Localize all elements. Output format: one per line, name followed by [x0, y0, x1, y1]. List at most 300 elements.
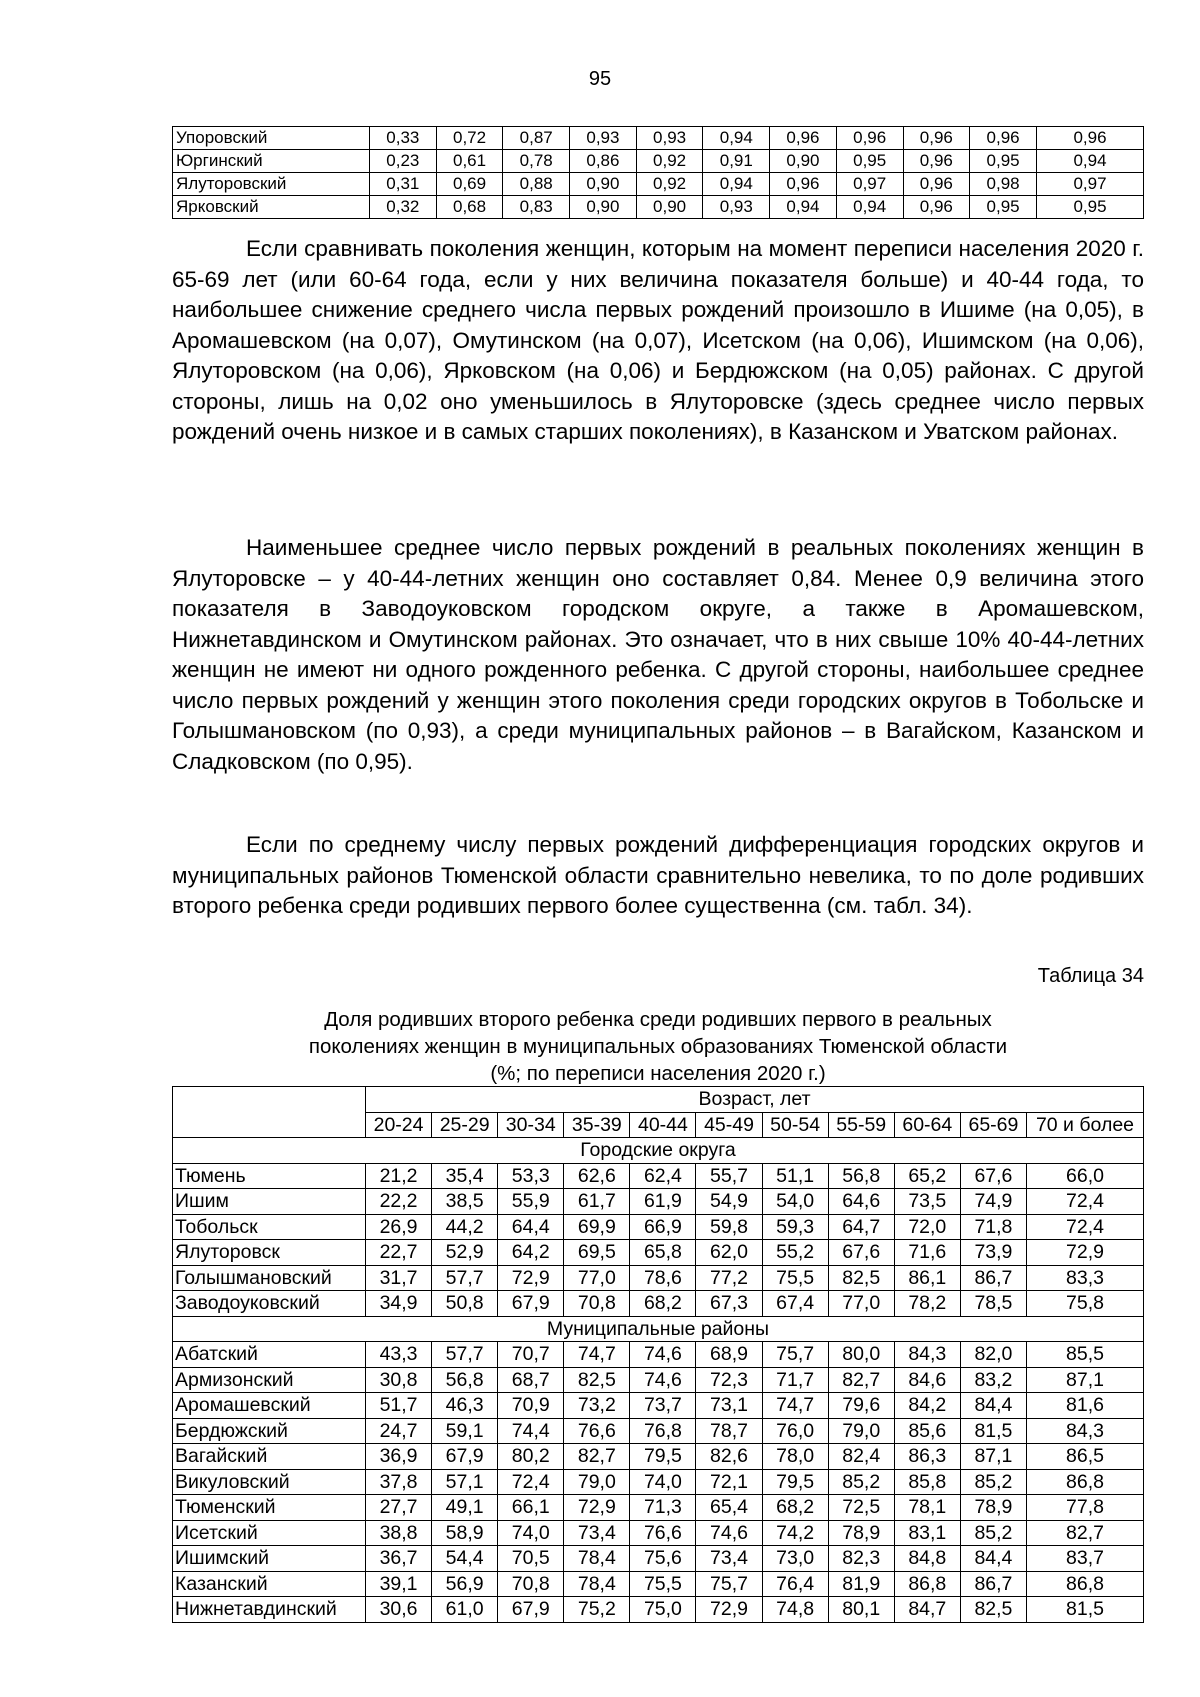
- age-group-header: 65-69: [960, 1112, 1026, 1138]
- value-cell: 82,5: [828, 1265, 894, 1291]
- value-cell: 53,3: [498, 1163, 564, 1189]
- value-cell: 59,1: [432, 1418, 498, 1444]
- age-group-header: 25-29: [432, 1112, 498, 1138]
- value-cell: 0,96: [903, 150, 970, 173]
- row-name: Ярковский: [173, 196, 370, 219]
- paragraph-3: [172, 830, 1144, 922]
- value-cell: 75,0: [630, 1597, 696, 1623]
- value-cell: 77,0: [564, 1265, 630, 1291]
- table-row: [173, 1265, 1144, 1291]
- value-cell: 67,9: [432, 1444, 498, 1470]
- value-cell: 52,9: [432, 1240, 498, 1266]
- value-cell: 75,5: [630, 1571, 696, 1597]
- value-cell: 30,8: [366, 1367, 432, 1393]
- value-cell: 0,61: [436, 150, 503, 173]
- value-cell: 70,9: [498, 1393, 564, 1419]
- value-cell: 74,7: [564, 1342, 630, 1368]
- value-cell: 62,0: [696, 1240, 762, 1266]
- value-cell: 74,0: [498, 1520, 564, 1546]
- value-cell: 0,95: [1037, 196, 1144, 219]
- table-row: [173, 1393, 1144, 1419]
- value-cell: 69,5: [564, 1240, 630, 1266]
- value-cell: 0,95: [970, 150, 1037, 173]
- corner-cell: [173, 1087, 366, 1138]
- value-cell: 85,2: [960, 1520, 1026, 1546]
- value-cell: 0,94: [703, 127, 770, 150]
- value-cell: 0,78: [503, 150, 570, 173]
- value-cell: 84,7: [894, 1597, 960, 1623]
- row-name: Ялуторовский: [173, 173, 370, 196]
- value-cell: 83,7: [1027, 1546, 1144, 1572]
- age-group-header: 40-44: [630, 1112, 696, 1138]
- value-cell: 0,95: [970, 196, 1037, 219]
- value-cell: 0,93: [636, 127, 703, 150]
- value-cell: 74,8: [762, 1597, 828, 1623]
- row-name: Ишимский: [173, 1546, 366, 1572]
- value-cell: 86,3: [894, 1444, 960, 1470]
- value-cell: 78,1: [894, 1495, 960, 1521]
- value-cell: 0,86: [570, 150, 637, 173]
- value-cell: 22,2: [366, 1189, 432, 1215]
- value-cell: 82,6: [696, 1444, 762, 1470]
- value-cell: 69,9: [564, 1214, 630, 1240]
- row-name: Ишим: [173, 1189, 366, 1215]
- value-cell: 54,0: [762, 1189, 828, 1215]
- table-row: [173, 1240, 1144, 1266]
- value-cell: 31,7: [366, 1265, 432, 1291]
- value-cell: 84,4: [960, 1546, 1026, 1572]
- value-cell: 73,9: [960, 1240, 1026, 1266]
- value-cell: 65,4: [696, 1495, 762, 1521]
- section-title: Муниципальные районы: [173, 1316, 1144, 1342]
- table-row: [173, 1444, 1144, 1470]
- value-cell: 74,0: [630, 1469, 696, 1495]
- value-cell: 0,23: [370, 150, 437, 173]
- value-cell: 87,1: [960, 1444, 1026, 1470]
- value-cell: 57,1: [432, 1469, 498, 1495]
- row-name: Тобольск: [173, 1214, 366, 1240]
- value-cell: 84,2: [894, 1393, 960, 1419]
- value-cell: 64,2: [498, 1240, 564, 1266]
- value-cell: 38,8: [366, 1520, 432, 1546]
- value-cell: 76,6: [630, 1520, 696, 1546]
- value-cell: 68,7: [498, 1367, 564, 1393]
- value-cell: 0,94: [703, 173, 770, 196]
- value-cell: 68,9: [696, 1342, 762, 1368]
- value-cell: 0,90: [570, 196, 637, 219]
- value-cell: 0,68: [436, 196, 503, 219]
- value-cell: 0,92: [636, 150, 703, 173]
- value-cell: 86,7: [960, 1571, 1026, 1597]
- table-row: [173, 1418, 1144, 1444]
- value-cell: 0,31: [370, 173, 437, 196]
- value-cell: 56,8: [828, 1163, 894, 1189]
- paragraph-text: Если сравнивать поколения женщин, которым на момент переписи населения 2020 г. 65-69 лет (или 60-64 года, если у них величина показателя больше) и 40-44 года, то наибольшее снижение среднего числа первых рождений произошло в Ишиме (на 0,05), в Аромашевском (на 0,07), Омутинском (на 0,07), Исетском (на 0,06), Ишимском (на 0,06), Ялуторовском (на 0,06), Ярковском (на 0,06) и Бердюжском (на 0,05) районах. С другой стороны, лишь на 0,02 оно уменьшилось в Ялуторовске (здесь среднее число первых рождений очень низкое и в самых старших поколениях), в Казанском и Уватском районах.: [172, 236, 1144, 444]
- value-cell: 0,90: [570, 173, 637, 196]
- section-title: Городские округа: [173, 1138, 1144, 1164]
- value-cell: 56,9: [432, 1571, 498, 1597]
- value-cell: 78,0: [762, 1444, 828, 1470]
- caption-line: (%; по переписи населения 2020 г.): [490, 1062, 826, 1085]
- value-cell: 64,4: [498, 1214, 564, 1240]
- table-row: [173, 150, 1144, 173]
- value-cell: 65,2: [894, 1163, 960, 1189]
- value-cell: 81,5: [960, 1418, 1026, 1444]
- value-cell: 78,7: [696, 1418, 762, 1444]
- paragraph-text: Если по среднему числу первых рождений дифференциация городских округов и муниципальных районов Тюменской области сравнительно невелика, то по доле родивших второго ребенка среди родивших первого более существенна (см. табл. 34).: [172, 832, 1144, 918]
- row-name: Абатский: [173, 1342, 366, 1368]
- value-cell: 62,4: [630, 1163, 696, 1189]
- value-cell: 72,3: [696, 1367, 762, 1393]
- value-cell: 51,1: [762, 1163, 828, 1189]
- value-cell: 78,2: [894, 1291, 960, 1317]
- table-row: [173, 1342, 1144, 1368]
- value-cell: 84,6: [894, 1367, 960, 1393]
- value-cell: 71,8: [960, 1214, 1026, 1240]
- table-caption: [172, 1006, 1144, 1087]
- value-cell: 74,9: [960, 1189, 1026, 1215]
- row-name: Голышмановский: [173, 1265, 366, 1291]
- table-row: [173, 127, 1144, 150]
- value-cell: 72,9: [696, 1597, 762, 1623]
- value-cell: 54,4: [432, 1546, 498, 1572]
- value-cell: 43,3: [366, 1342, 432, 1368]
- value-cell: 26,9: [366, 1214, 432, 1240]
- value-cell: 72,9: [1027, 1240, 1144, 1266]
- caption-line: Доля родивших второго ребенка среди родивших первого в реальных: [324, 1008, 992, 1031]
- value-cell: 0,94: [1037, 150, 1144, 173]
- value-cell: 0,87: [503, 127, 570, 150]
- value-cell: 86,5: [1027, 1444, 1144, 1470]
- value-cell: 0,94: [770, 196, 837, 219]
- age-group-header: 60-64: [894, 1112, 960, 1138]
- value-cell: 46,3: [432, 1393, 498, 1419]
- paragraph-1: [172, 234, 1144, 448]
- value-cell: 74,6: [630, 1367, 696, 1393]
- value-cell: 0,88: [503, 173, 570, 196]
- value-cell: 64,7: [828, 1214, 894, 1240]
- value-cell: 61,9: [630, 1189, 696, 1215]
- table-row: [173, 1189, 1144, 1215]
- value-cell: 66,0: [1027, 1163, 1144, 1189]
- value-cell: 86,8: [894, 1571, 960, 1597]
- value-cell: 86,1: [894, 1265, 960, 1291]
- value-cell: 74,2: [762, 1520, 828, 1546]
- value-cell: 82,5: [960, 1597, 1026, 1623]
- value-cell: 84,3: [894, 1342, 960, 1368]
- value-cell: 68,2: [762, 1495, 828, 1521]
- value-cell: 51,7: [366, 1393, 432, 1419]
- caption-line: поколениях женщин в муниципальных образованиях Тюменской области: [308, 1035, 1008, 1058]
- age-group-header: 55-59: [828, 1112, 894, 1138]
- value-cell: 0,83: [503, 196, 570, 219]
- value-cell: 72,4: [1027, 1189, 1144, 1215]
- value-cell: 79,5: [630, 1444, 696, 1470]
- value-cell: 27,7: [366, 1495, 432, 1521]
- value-cell: 79,0: [828, 1418, 894, 1444]
- value-cell: 80,1: [828, 1597, 894, 1623]
- value-cell: 80,2: [498, 1444, 564, 1470]
- value-cell: 85,2: [960, 1469, 1026, 1495]
- continued-table: [172, 126, 1144, 219]
- value-cell: 80,0: [828, 1342, 894, 1368]
- value-cell: 78,4: [564, 1571, 630, 1597]
- table-row: [173, 1546, 1144, 1572]
- value-cell: 0,72: [436, 127, 503, 150]
- value-cell: 82,7: [1027, 1520, 1144, 1546]
- value-cell: 75,7: [696, 1571, 762, 1597]
- row-name: Нижнетавдинский: [173, 1597, 366, 1623]
- row-name: Аромашевский: [173, 1393, 366, 1419]
- value-cell: 67,6: [828, 1240, 894, 1266]
- value-cell: 30,6: [366, 1597, 432, 1623]
- value-cell: 0,96: [903, 196, 970, 219]
- value-cell: 36,9: [366, 1444, 432, 1470]
- section-row: [173, 1316, 1144, 1342]
- row-name: Тюменский: [173, 1495, 366, 1521]
- value-cell: 73,4: [564, 1520, 630, 1546]
- value-cell: 71,6: [894, 1240, 960, 1266]
- value-cell: 21,2: [366, 1163, 432, 1189]
- value-cell: 67,3: [696, 1291, 762, 1317]
- value-cell: 85,5: [1027, 1342, 1144, 1368]
- value-cell: 86,7: [960, 1265, 1026, 1291]
- value-cell: 57,7: [432, 1342, 498, 1368]
- value-cell: 74,7: [762, 1393, 828, 1419]
- value-cell: 87,1: [1027, 1367, 1144, 1393]
- age-group-header: 70 и более: [1027, 1112, 1144, 1138]
- value-cell: 55,9: [498, 1189, 564, 1215]
- value-cell: 67,9: [498, 1291, 564, 1317]
- value-cell: 0,95: [836, 150, 903, 173]
- row-name: Вагайский: [173, 1444, 366, 1470]
- value-cell: 39,1: [366, 1571, 432, 1597]
- value-cell: 84,4: [960, 1393, 1026, 1419]
- value-cell: 58,9: [432, 1520, 498, 1546]
- value-cell: 79,5: [762, 1469, 828, 1495]
- value-cell: 70,8: [564, 1291, 630, 1317]
- value-cell: 0,90: [770, 150, 837, 173]
- value-cell: 85,8: [894, 1469, 960, 1495]
- value-cell: 68,2: [630, 1291, 696, 1317]
- value-cell: 82,7: [828, 1367, 894, 1393]
- value-cell: 73,7: [630, 1393, 696, 1419]
- value-cell: 0,92: [636, 173, 703, 196]
- value-cell: 55,2: [762, 1240, 828, 1266]
- value-cell: 66,9: [630, 1214, 696, 1240]
- value-cell: 81,9: [828, 1571, 894, 1597]
- value-cell: 0,32: [370, 196, 437, 219]
- value-cell: 67,6: [960, 1163, 1026, 1189]
- value-cell: 66,1: [498, 1495, 564, 1521]
- value-cell: 75,2: [564, 1597, 630, 1623]
- value-cell: 38,5: [432, 1189, 498, 1215]
- value-cell: 82,5: [564, 1367, 630, 1393]
- row-name: Юргинский: [173, 150, 370, 173]
- value-cell: 71,3: [630, 1495, 696, 1521]
- value-cell: 74,6: [630, 1342, 696, 1368]
- value-cell: 0,69: [436, 173, 503, 196]
- value-cell: 72,4: [1027, 1214, 1144, 1240]
- value-cell: 65,8: [630, 1240, 696, 1266]
- value-cell: 76,6: [564, 1418, 630, 1444]
- table-row: [173, 1291, 1144, 1317]
- value-cell: 0,93: [703, 196, 770, 219]
- value-cell: 70,5: [498, 1546, 564, 1572]
- value-cell: 75,7: [762, 1342, 828, 1368]
- value-cell: 82,4: [828, 1444, 894, 1470]
- value-cell: 0,94: [836, 196, 903, 219]
- row-name: Исетский: [173, 1520, 366, 1546]
- row-name: Заводоуковский: [173, 1291, 366, 1317]
- table-34: [172, 1086, 1144, 1623]
- table-row: [173, 1520, 1144, 1546]
- value-cell: 67,4: [762, 1291, 828, 1317]
- value-cell: 34,9: [366, 1291, 432, 1317]
- value-cell: 74,4: [498, 1418, 564, 1444]
- value-cell: 72,1: [696, 1469, 762, 1495]
- table-row: [173, 1571, 1144, 1597]
- value-cell: 73,1: [696, 1393, 762, 1419]
- value-cell: 85,6: [894, 1418, 960, 1444]
- page-number: 95: [588, 68, 612, 90]
- value-cell: 0,33: [370, 127, 437, 150]
- value-cell: 72,5: [828, 1495, 894, 1521]
- value-cell: 36,7: [366, 1546, 432, 1572]
- value-cell: 56,8: [432, 1367, 498, 1393]
- value-cell: 83,3: [1027, 1265, 1144, 1291]
- value-cell: 37,8: [366, 1469, 432, 1495]
- age-group-header: 45-49: [696, 1112, 762, 1138]
- value-cell: 75,5: [762, 1265, 828, 1291]
- row-name: Ялуторовск: [173, 1240, 366, 1266]
- value-cell: 59,8: [696, 1214, 762, 1240]
- value-cell: 82,7: [564, 1444, 630, 1470]
- row-name: Викуловский: [173, 1469, 366, 1495]
- header-row: [173, 1087, 1144, 1113]
- value-cell: 57,7: [432, 1265, 498, 1291]
- value-cell: 71,7: [762, 1367, 828, 1393]
- value-cell: 54,9: [696, 1189, 762, 1215]
- value-cell: 44,2: [432, 1214, 498, 1240]
- value-cell: 72,9: [498, 1265, 564, 1291]
- value-cell: 83,2: [960, 1367, 1026, 1393]
- value-cell: 81,6: [1027, 1393, 1144, 1419]
- value-cell: 83,1: [894, 1520, 960, 1546]
- table-row: [173, 1469, 1144, 1495]
- value-cell: 0,96: [836, 127, 903, 150]
- section-row: [173, 1138, 1144, 1164]
- value-cell: 22,7: [366, 1240, 432, 1266]
- value-cell: 79,6: [828, 1393, 894, 1419]
- value-cell: 35,4: [432, 1163, 498, 1189]
- row-name: Тюмень: [173, 1163, 366, 1189]
- value-cell: 0,90: [636, 196, 703, 219]
- value-cell: 78,9: [960, 1495, 1026, 1521]
- table-row: [173, 196, 1144, 219]
- value-cell: 82,3: [828, 1546, 894, 1572]
- value-cell: 84,8: [894, 1546, 960, 1572]
- row-name: Армизонский: [173, 1367, 366, 1393]
- value-cell: 86,8: [1027, 1469, 1144, 1495]
- age-header: Возраст, лет: [366, 1087, 1144, 1113]
- value-cell: 0,97: [836, 173, 903, 196]
- value-cell: 73,0: [762, 1546, 828, 1572]
- value-cell: 0,98: [970, 173, 1037, 196]
- value-cell: 74,6: [696, 1520, 762, 1546]
- value-cell: 0,93: [570, 127, 637, 150]
- value-cell: 77,0: [828, 1291, 894, 1317]
- row-name: Бердюжский: [173, 1418, 366, 1444]
- paragraph-2: [172, 533, 1144, 777]
- age-group-header: 35-39: [564, 1112, 630, 1138]
- value-cell: 73,5: [894, 1189, 960, 1215]
- value-cell: 49,1: [432, 1495, 498, 1521]
- row-name: Казанский: [173, 1571, 366, 1597]
- value-cell: 76,4: [762, 1571, 828, 1597]
- value-cell: 0,96: [970, 127, 1037, 150]
- table-row: [173, 1597, 1144, 1623]
- table-row: [173, 1214, 1144, 1240]
- table-row: [173, 1367, 1144, 1393]
- value-cell: 84,3: [1027, 1418, 1144, 1444]
- value-cell: 0,96: [903, 173, 970, 196]
- value-cell: 24,7: [366, 1418, 432, 1444]
- age-group-header: 30-34: [498, 1112, 564, 1138]
- value-cell: 0,96: [1037, 127, 1144, 150]
- value-cell: 64,6: [828, 1189, 894, 1215]
- row-name: Упоровский: [173, 127, 370, 150]
- value-cell: 78,4: [564, 1546, 630, 1572]
- value-cell: 77,8: [1027, 1495, 1144, 1521]
- value-cell: 50,8: [432, 1291, 498, 1317]
- value-cell: 55,7: [696, 1163, 762, 1189]
- value-cell: 0,96: [770, 173, 837, 196]
- table-row: [173, 173, 1144, 196]
- value-cell: 70,8: [498, 1571, 564, 1597]
- value-cell: 81,5: [1027, 1597, 1144, 1623]
- value-cell: 61,7: [564, 1189, 630, 1215]
- value-cell: 67,9: [498, 1597, 564, 1623]
- value-cell: 78,5: [960, 1291, 1026, 1317]
- value-cell: 62,6: [564, 1163, 630, 1189]
- value-cell: 61,0: [432, 1597, 498, 1623]
- age-group-header: 20-24: [366, 1112, 432, 1138]
- value-cell: 0,96: [770, 127, 837, 150]
- value-cell: 59,3: [762, 1214, 828, 1240]
- value-cell: 0,91: [703, 150, 770, 173]
- value-cell: 86,8: [1027, 1571, 1144, 1597]
- value-cell: 77,2: [696, 1265, 762, 1291]
- value-cell: 73,2: [564, 1393, 630, 1419]
- age-group-header: 50-54: [762, 1112, 828, 1138]
- value-cell: 0,97: [1037, 173, 1144, 196]
- value-cell: 0,96: [903, 127, 970, 150]
- value-cell: 78,9: [828, 1520, 894, 1546]
- value-cell: 75,8: [1027, 1291, 1144, 1317]
- table-row: [173, 1495, 1144, 1521]
- value-cell: 78,6: [630, 1265, 696, 1291]
- value-cell: 70,7: [498, 1342, 564, 1368]
- value-cell: 75,6: [630, 1546, 696, 1572]
- value-cell: 76,8: [630, 1418, 696, 1444]
- value-cell: 72,9: [564, 1495, 630, 1521]
- value-cell: 73,4: [696, 1546, 762, 1572]
- table-row: [173, 1163, 1144, 1189]
- value-cell: 85,2: [828, 1469, 894, 1495]
- value-cell: 82,0: [960, 1342, 1026, 1368]
- table-label: Таблица 34: [1037, 965, 1144, 987]
